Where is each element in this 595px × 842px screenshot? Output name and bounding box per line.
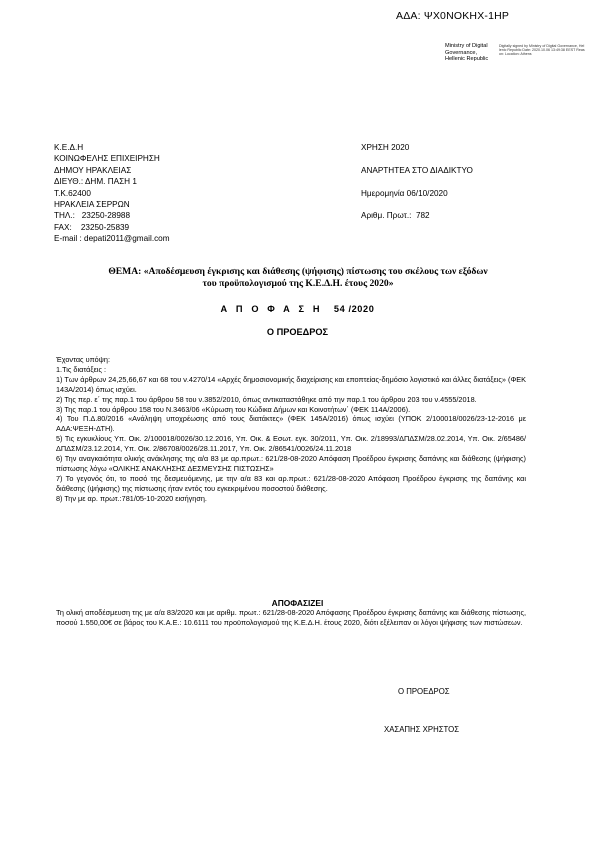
sender-block (54, 142, 170, 245)
sender-line: Κ.Ε.Δ.Η (54, 143, 84, 152)
signer-name: ΧΑΣΑΠΗΣ ΧΡΗΣΤΟΣ (384, 725, 460, 734)
consideration-item: 7) Το γεγονός ότι, το ποσό της δεσμευόμενης, με την α/α 83 και αρ.πρωτ.: 621/28-08-2020 Απόφαση Προέδρου έγκρισης της δαπάνης και διάθεσης (ψήφισης) της πίστωσης ήταν εντός του εγκεκριμένου ποσοστού διάθεσης. (56, 473, 526, 493)
decision-label: Α Π Ο Φ Α Σ Η (220, 304, 323, 314)
ada-code: ΑΔΑ: ΨΧ0ΝΟΚΗΧ-1ΗΡ (396, 10, 510, 22)
protocol-number: Αριθμ. Πρωτ.: 782 (361, 211, 430, 221)
sender-line: FAX: 23250-25839 (54, 222, 130, 232)
signer-role: Ο ΠΡΟΕΔΡΟΣ (398, 687, 450, 696)
decision-text: Τη ολική αποδέσμευση της με α/α 83/2020 και με αριθμ. πρωτ.: 621/28-08-2020 Απόφασης Προέδρου έγκρισης δαπάνης και διάθεσης πίστωσης, ποσού 1.550,00€ σε βάρος του Κ.Α.Ε.: 10.6111 του προϋπολογισμού της Κ.Ε.Δ.Η. έτους 2020, διότι εξέλειπαν οι λόγοι ψήφισης των πιστώσεων. (56, 608, 526, 627)
signature-org-line: Governance, (445, 49, 478, 56)
subject-heading (60, 266, 536, 289)
posting-note: ΑΝΑΡΤΗΤΕΑ ΣΤΟ ΔΙΑΔΙΚΤΥΟ (361, 165, 473, 175)
signature-details: Digitally signed by Ministry of Digital Governance, Hellenic Republic Date: 2020.10.06 13:49:38 EEST Reason: Location: Athens (499, 44, 585, 57)
sender-line: ΗΡΑΚΛΕΙΑ ΣΕΡΡΩΝ (54, 200, 130, 210)
consideration-item: 5) Τις εγκυκλίους Υπ. Οικ. 2/100018/0026/30.12.2016, Υπ. Οικ. & Εσωτ. εγκ. 30/2011, Υπ. Οικ. 2/18993/ΔΠΔΣΜ/28.02.2014, Υπ. Οικ. 2/65486/ΔΠΔΣΜ/23.12.2014, Υπ. Οικ. 2/86708/0026/28.11.2017, Υπ. Οικ. 2/86541/0026/24.11.2018 (56, 434, 526, 454)
sender-line: ΚΟΙΝΩΦΕΛΗΣ ΕΠΙΧΕΙΡΗΣΗ (54, 154, 160, 164)
document-meta (361, 142, 473, 222)
consideration-item: 1) Των άρθρων 24,25,66,67 και 68 του ν.4270/14 «Αρχές δημοσιονομικής διαχείρισης και εποπτείας-δημόσιο λογιστικό και άλλες διατάξεις» (ΦΕΚ 143Α/2014) όπως ισχύει. (56, 374, 526, 394)
sender-line: ΔΙΕΥΘ.: ΔΗΜ. ΠΑΣΗ 1 (54, 177, 137, 187)
consideration-item: 8) Την με αρ. πρωτ.:781/05-10-2020 εισήγηση. (56, 493, 207, 503)
decides-heading: ΑΠΟΦΑΣΙΖΕΙ (271, 598, 324, 608)
consideration-item: 1.Τις διατάξεις : (56, 364, 107, 374)
sender-line: ΤΗΛ.: 23250-28988 (54, 211, 131, 221)
decision-title (0, 304, 595, 314)
considerations-list (56, 355, 526, 504)
consideration-item: 3) Της παρ.1 του άρθρου 158 του Ν.3463/06 «Κύρωση του Κώδικα Δήμων και Κοινοτήτων΄ (ΦΕΚ 114Α/2006). (56, 404, 411, 414)
consideration-item: 6) Την αναγκαιότητα ολικής ανάκλησης της α/α 83 με αρ.πρωτ.: 621/28-08-2020 Απόφαση Προέδρου έγκρισης δαπάνης και διάθεσης (ψήφισης) πίστωσης λόγω «ΟΛΙΚΗΣ ΑΝΑΚΛΗΣΗΣ ΔΕΣΜΕΥΣΗΣ ΠΙΣΤΩΣΗΣ» (56, 454, 526, 473)
sender-line: ΔΗΜΟΥ ΗΡΑΚΛΕΙΑΣ (54, 165, 132, 175)
president-heading: Ο ΠΡΟΕΔΡΟΣ (266, 327, 329, 337)
decision-number: 54 /2020 (333, 304, 375, 314)
consideration-item: 4) Του Π.Δ.80/2016 «Ανάληψη υποχρέωσης από τους διατάκτες» (ΦΕΚ 145Α/2016) όπως ισχύει (ΥΠΟΚ 2/100018/0026/23-12-2016 με ΑΔΑ:ΨΕΞΗ-ΔΤΗ). (56, 414, 526, 434)
signature-org-line: Ministry of Digital (445, 43, 488, 49)
subject-line: του προϋπολογισμού της Κ.Ε.Δ.Η. έτους 2020» (202, 277, 394, 289)
signature-organization (445, 43, 497, 63)
signature-org-line: Hellenic Republic (445, 56, 489, 63)
consideration-item: 2) Της περ. ε΄ της παρ.1 του άρθρου 58 του ν.3852/2010, όπως αντικαταστάθηκε από την παρ.1 του άρθρου 203 του ν.4555/2018. (56, 394, 477, 404)
subject-line: ΘΕΜΑ: «Αποδέσμευση έγκρισης και διάθεσης (ψήφισης) πίστωσης του σκέλους των εξόδων (108, 266, 488, 277)
sender-line: Τ.Κ.62400 (54, 188, 91, 198)
consideration-item: Έχοντας υπόψη: (56, 355, 110, 364)
sender-line: E-mail : depati2011@gmail.com (54, 234, 170, 244)
document-date: Ημερομηνία 06/10/2020 (361, 188, 448, 198)
usage-year: ΧΡΗΣΗ 2020 (361, 143, 410, 152)
